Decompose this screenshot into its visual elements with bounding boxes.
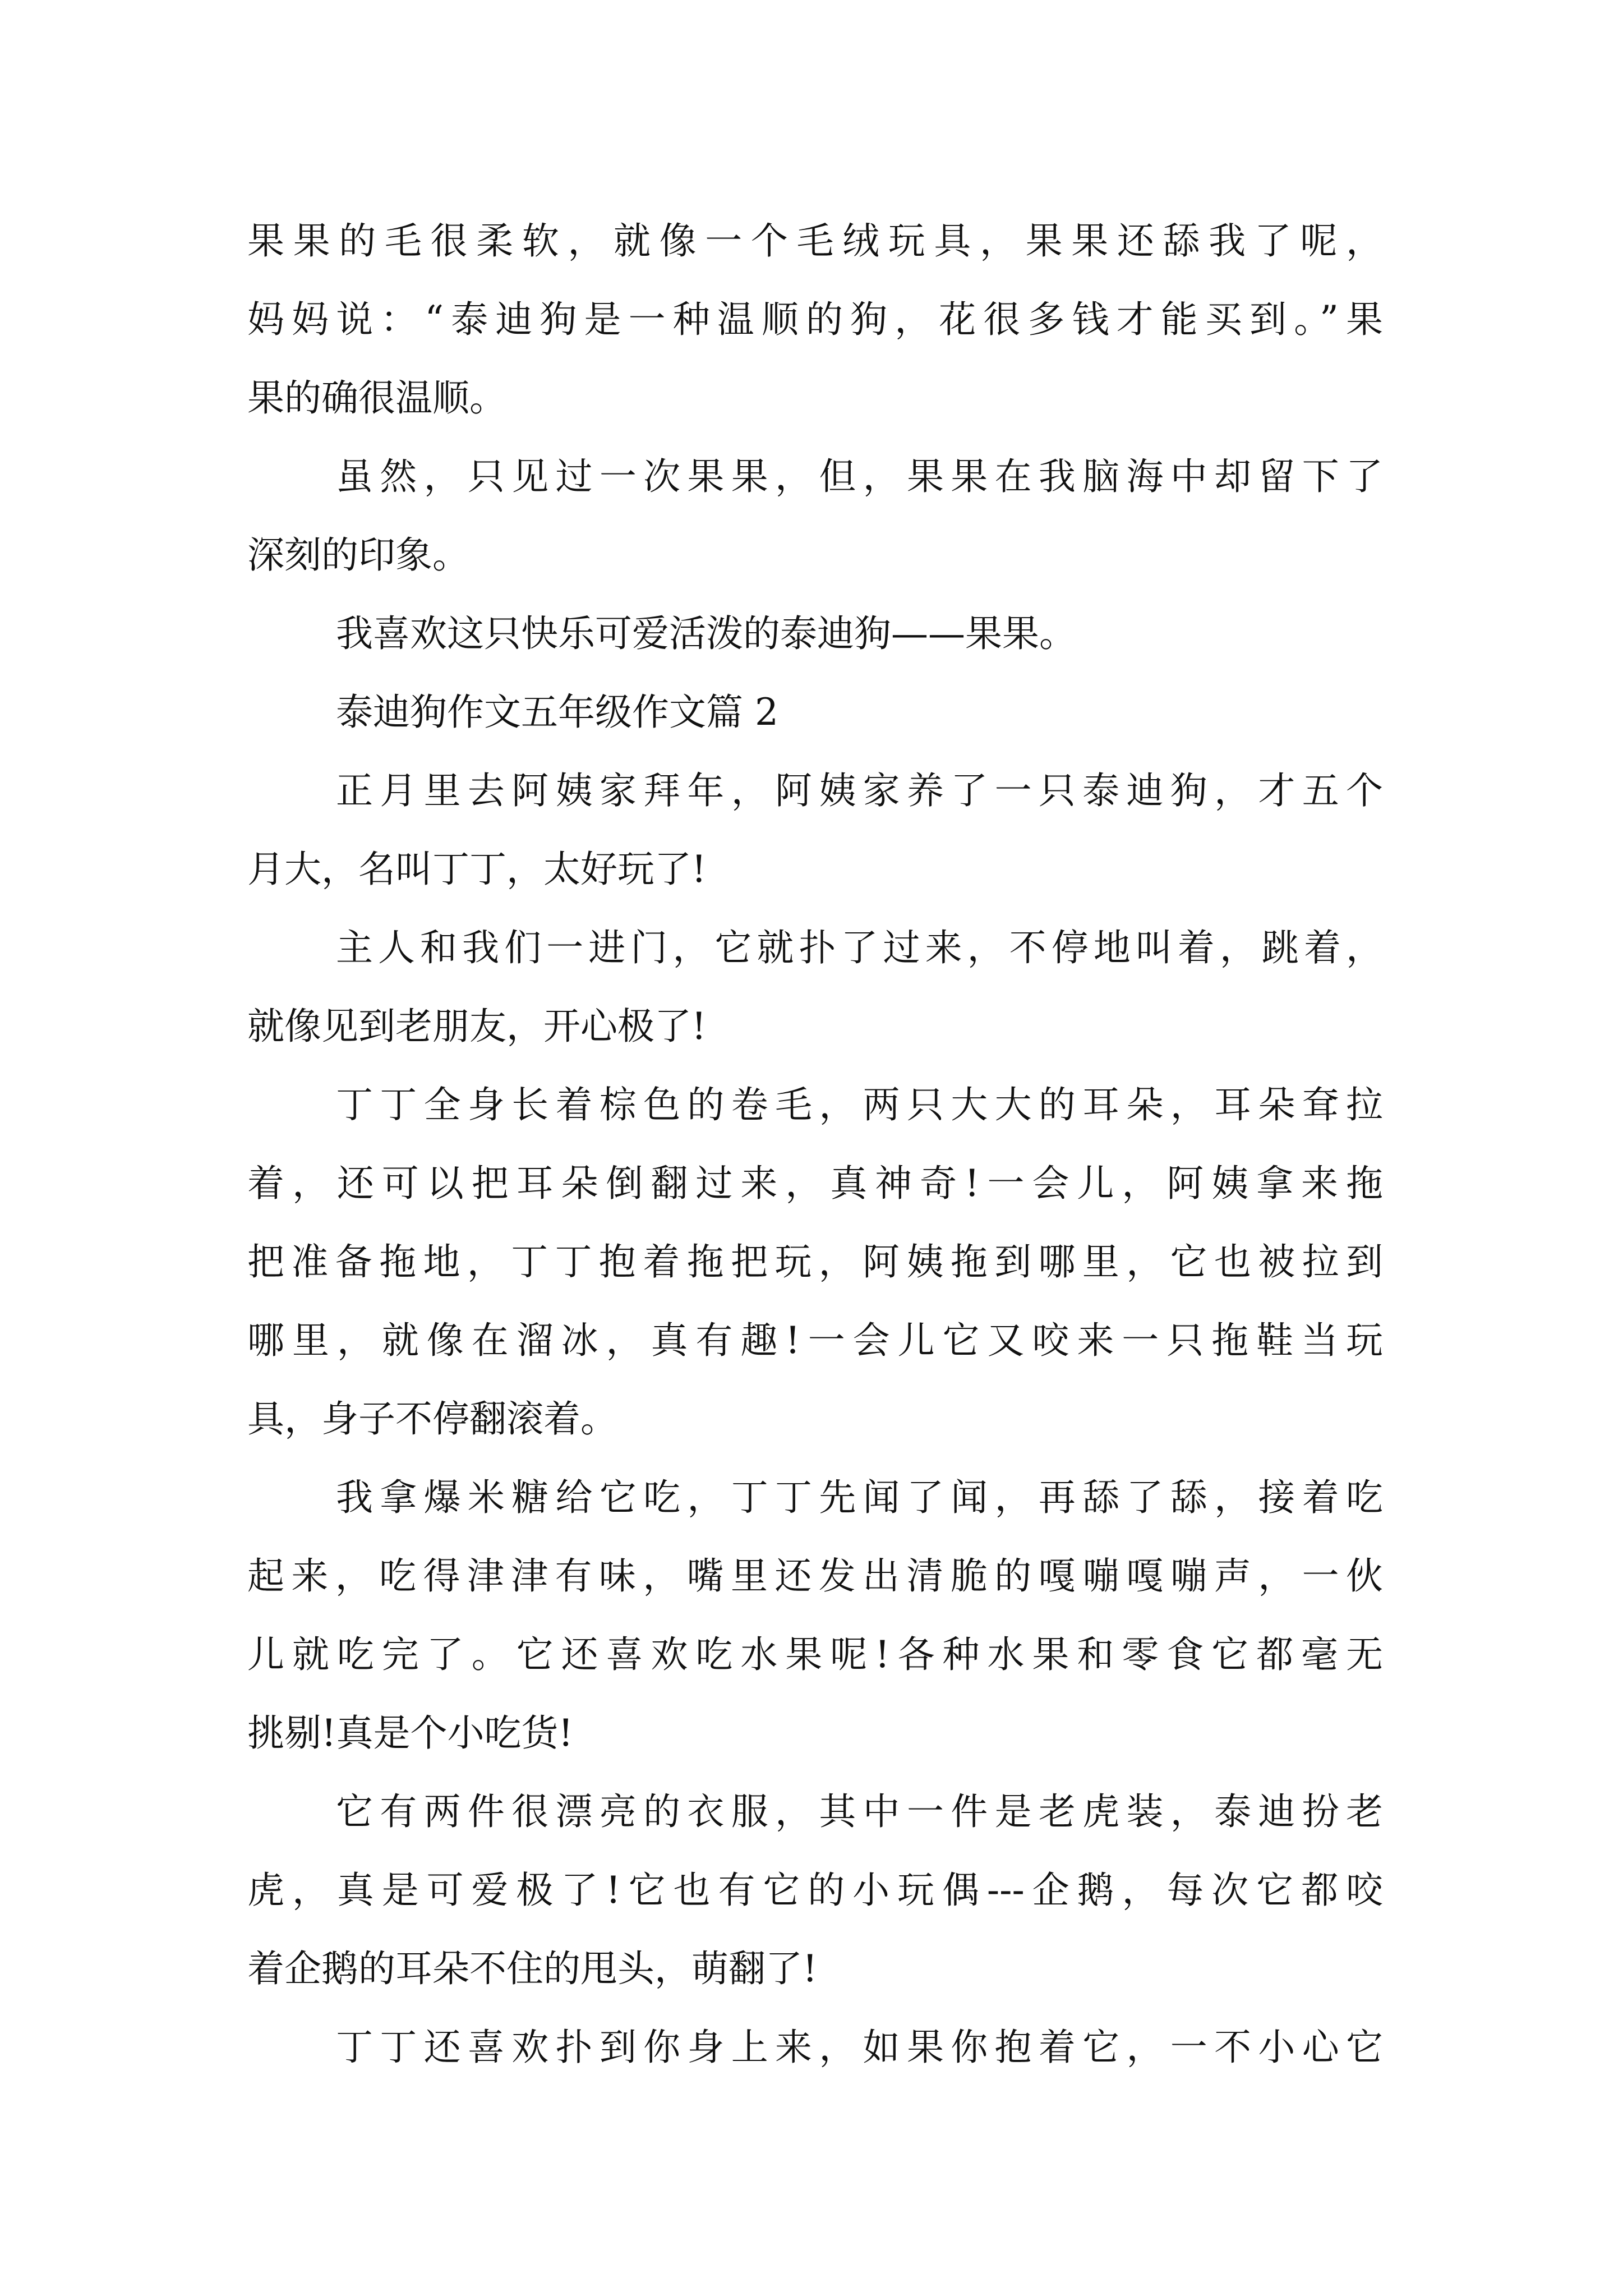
text-line: 妈妈说：“泰迪狗是一种温顺的狗，花很多钱才能买到。”果	[247, 298, 1383, 341]
text-line: 主人和我们一进门，它就扑了过来，不停地叫着，跳着，	[336, 926, 1383, 969]
text-line: 具，身子不停翻滚着。	[247, 1397, 617, 1441]
text-line: 哪里，就像在溜冰，真有趣!一会儿它又咬来一只拖鞋当玩	[247, 1319, 1383, 1362]
text-line: 虎，真是可爱极了!它也有它的小玩偶---企鹅，每次它都咬	[247, 1869, 1383, 1912]
text-line: 挑剔!真是个小吃货!	[247, 1711, 574, 1755]
text-line: 把准备拖地，丁丁抱着拖把玩，阿姨拖到哪里，它也被拉到	[247, 1240, 1383, 1283]
text-line: 我喜欢这只快乐可爱活泼的泰迪狗——果果。	[336, 612, 1076, 655]
text-line: 我拿爆米糖给它吃，丁丁先闻了闻，再舔了舔，接着吃	[336, 1476, 1383, 1519]
text-line: 着，还可以把耳朵倒翻过来，真神奇!一会儿，阿姨拿来拖	[247, 1162, 1383, 1205]
text-line: 果的确很温顺。	[247, 376, 506, 420]
text-line: 丁丁还喜欢扑到你身上来，如果你抱着它，一不小心它	[336, 2026, 1383, 2069]
text-line: 月大，名叫丁丁，太好玩了!	[247, 848, 707, 891]
text-line: 就像见到老朋友，开心极了!	[247, 1005, 707, 1048]
text-line: 着企鹅的耳朵不住的甩头，萌翻了!	[247, 1947, 818, 1990]
text-line: 丁丁全身长着棕色的卷毛，两只大大的耳朵，耳朵耷拉	[336, 1083, 1383, 1126]
text-line: 果果的毛很柔软，就像一个毛绒玩具，果果还舔我了呢，	[247, 219, 1383, 263]
text-line: 正月里去阿姨家拜年，阿姨家养了一只泰迪狗，才五个	[336, 769, 1383, 812]
section-heading: 泰迪狗作文五年级作文篇 2	[336, 691, 778, 734]
text-line: 深刻的印象。	[247, 533, 469, 577]
text-line: 起来，吃得津津有味，嘴里还发出清脆的嘎嘣嘎嘣声，一伙	[247, 1554, 1383, 1598]
text-line: 它有两件很漂亮的衣服，其中一件是老虎装，泰迪扮老	[336, 1790, 1383, 1833]
text-line: 虽然，只见过一次果果，但，果果在我脑海中却留下了	[336, 455, 1383, 498]
text-line: 儿就吃完了。它还喜欢吃水果呢!各种水果和零食它都毫无	[247, 1633, 1383, 1676]
